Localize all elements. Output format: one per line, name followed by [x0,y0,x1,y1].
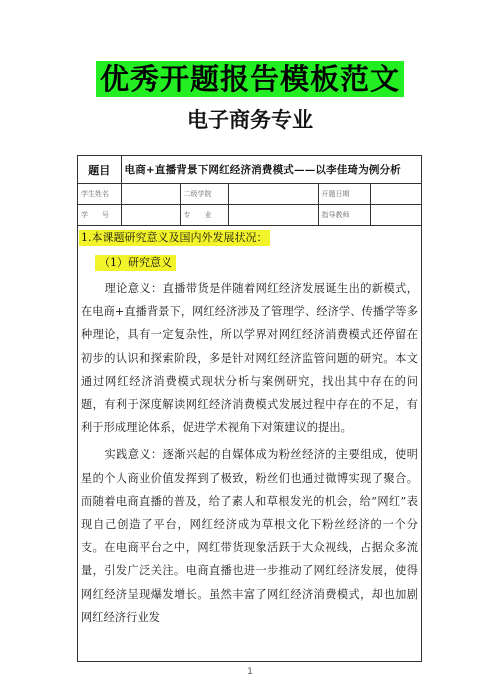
college-label: 二级学院 [180,184,228,205]
subsection-heading: （1）研究意义 [95,255,176,271]
subheading-wrap [78,251,421,271]
paragraph-practice: 实践意义：逐渐兴起的自媒体成为粉丝经济的主要组成，使明星的个人商业价值发挥到了极致，粉丝们也通过微博实现了聚合。而随着电商直播的普及，给了素人和草根发光的机会，给“网红”表现自己创造了平台，网红经济成为草根文化下粉丝经济的一个分支。在电商平台之中，网红带货现象活跃于大众视线，占据众多流量，引发广泛关注。电商直播也进一步推动了网红经济发展，使得网红经济呈现爆发增长。虽然丰富了网红经济消费模式，却也加剧网红经济行业发 [81,448,418,624]
proposal-date-value [370,184,422,205]
advisor-value [370,205,422,226]
major-label: 专 业 [180,205,228,226]
page-number: 1 [247,667,253,677]
topic-text: 电商+直播背景下网红经济消费模式——以李佳琦为例分析 [121,156,422,184]
proposal-form [77,155,422,662]
college-value [228,184,318,205]
info-row-1 [78,184,422,205]
major-value [228,205,318,226]
document-title: 优秀开题报告模板范文 [96,61,404,97]
title-wrap [0,61,500,97]
advisor-label: 指导教师 [318,205,370,226]
info-row-2 [78,205,422,226]
section-1 [78,226,421,629]
section-heading: 1.本课题研究意义及国内外发展状况： [81,231,268,244]
topic-label: 题目 [78,156,121,184]
student-id-value [121,205,180,226]
student-name-value [121,184,180,205]
student-name-label: 学生姓名 [78,184,121,205]
paragraph-theory: 理论意义：直播带货是伴随着网红经济发展诞生出的新模式，在电商+直播背景下，网红经济涉及了管理学、经济学、传播学等多种理论，具有一定复杂性，所以学界对网红经济消费模式还停留在初步的认识和探索阶段，多是针对网红经济监管问题的研究。本文通过网红经济消费模式现状分析与案例研究，找出其中存在的问题，有利于深度解读网红经济消费模式发展过程中存在的不足，有利于形成理论体系，促进学术视角下对策建议的提出。 [81,282,418,435]
proposal-date-label: 开题日期 [318,184,370,205]
student-id-label: 学 号 [78,205,121,226]
info-table [78,156,422,226]
document-subtitle: 电子商务专业 [187,108,313,132]
topic-row [78,156,422,184]
